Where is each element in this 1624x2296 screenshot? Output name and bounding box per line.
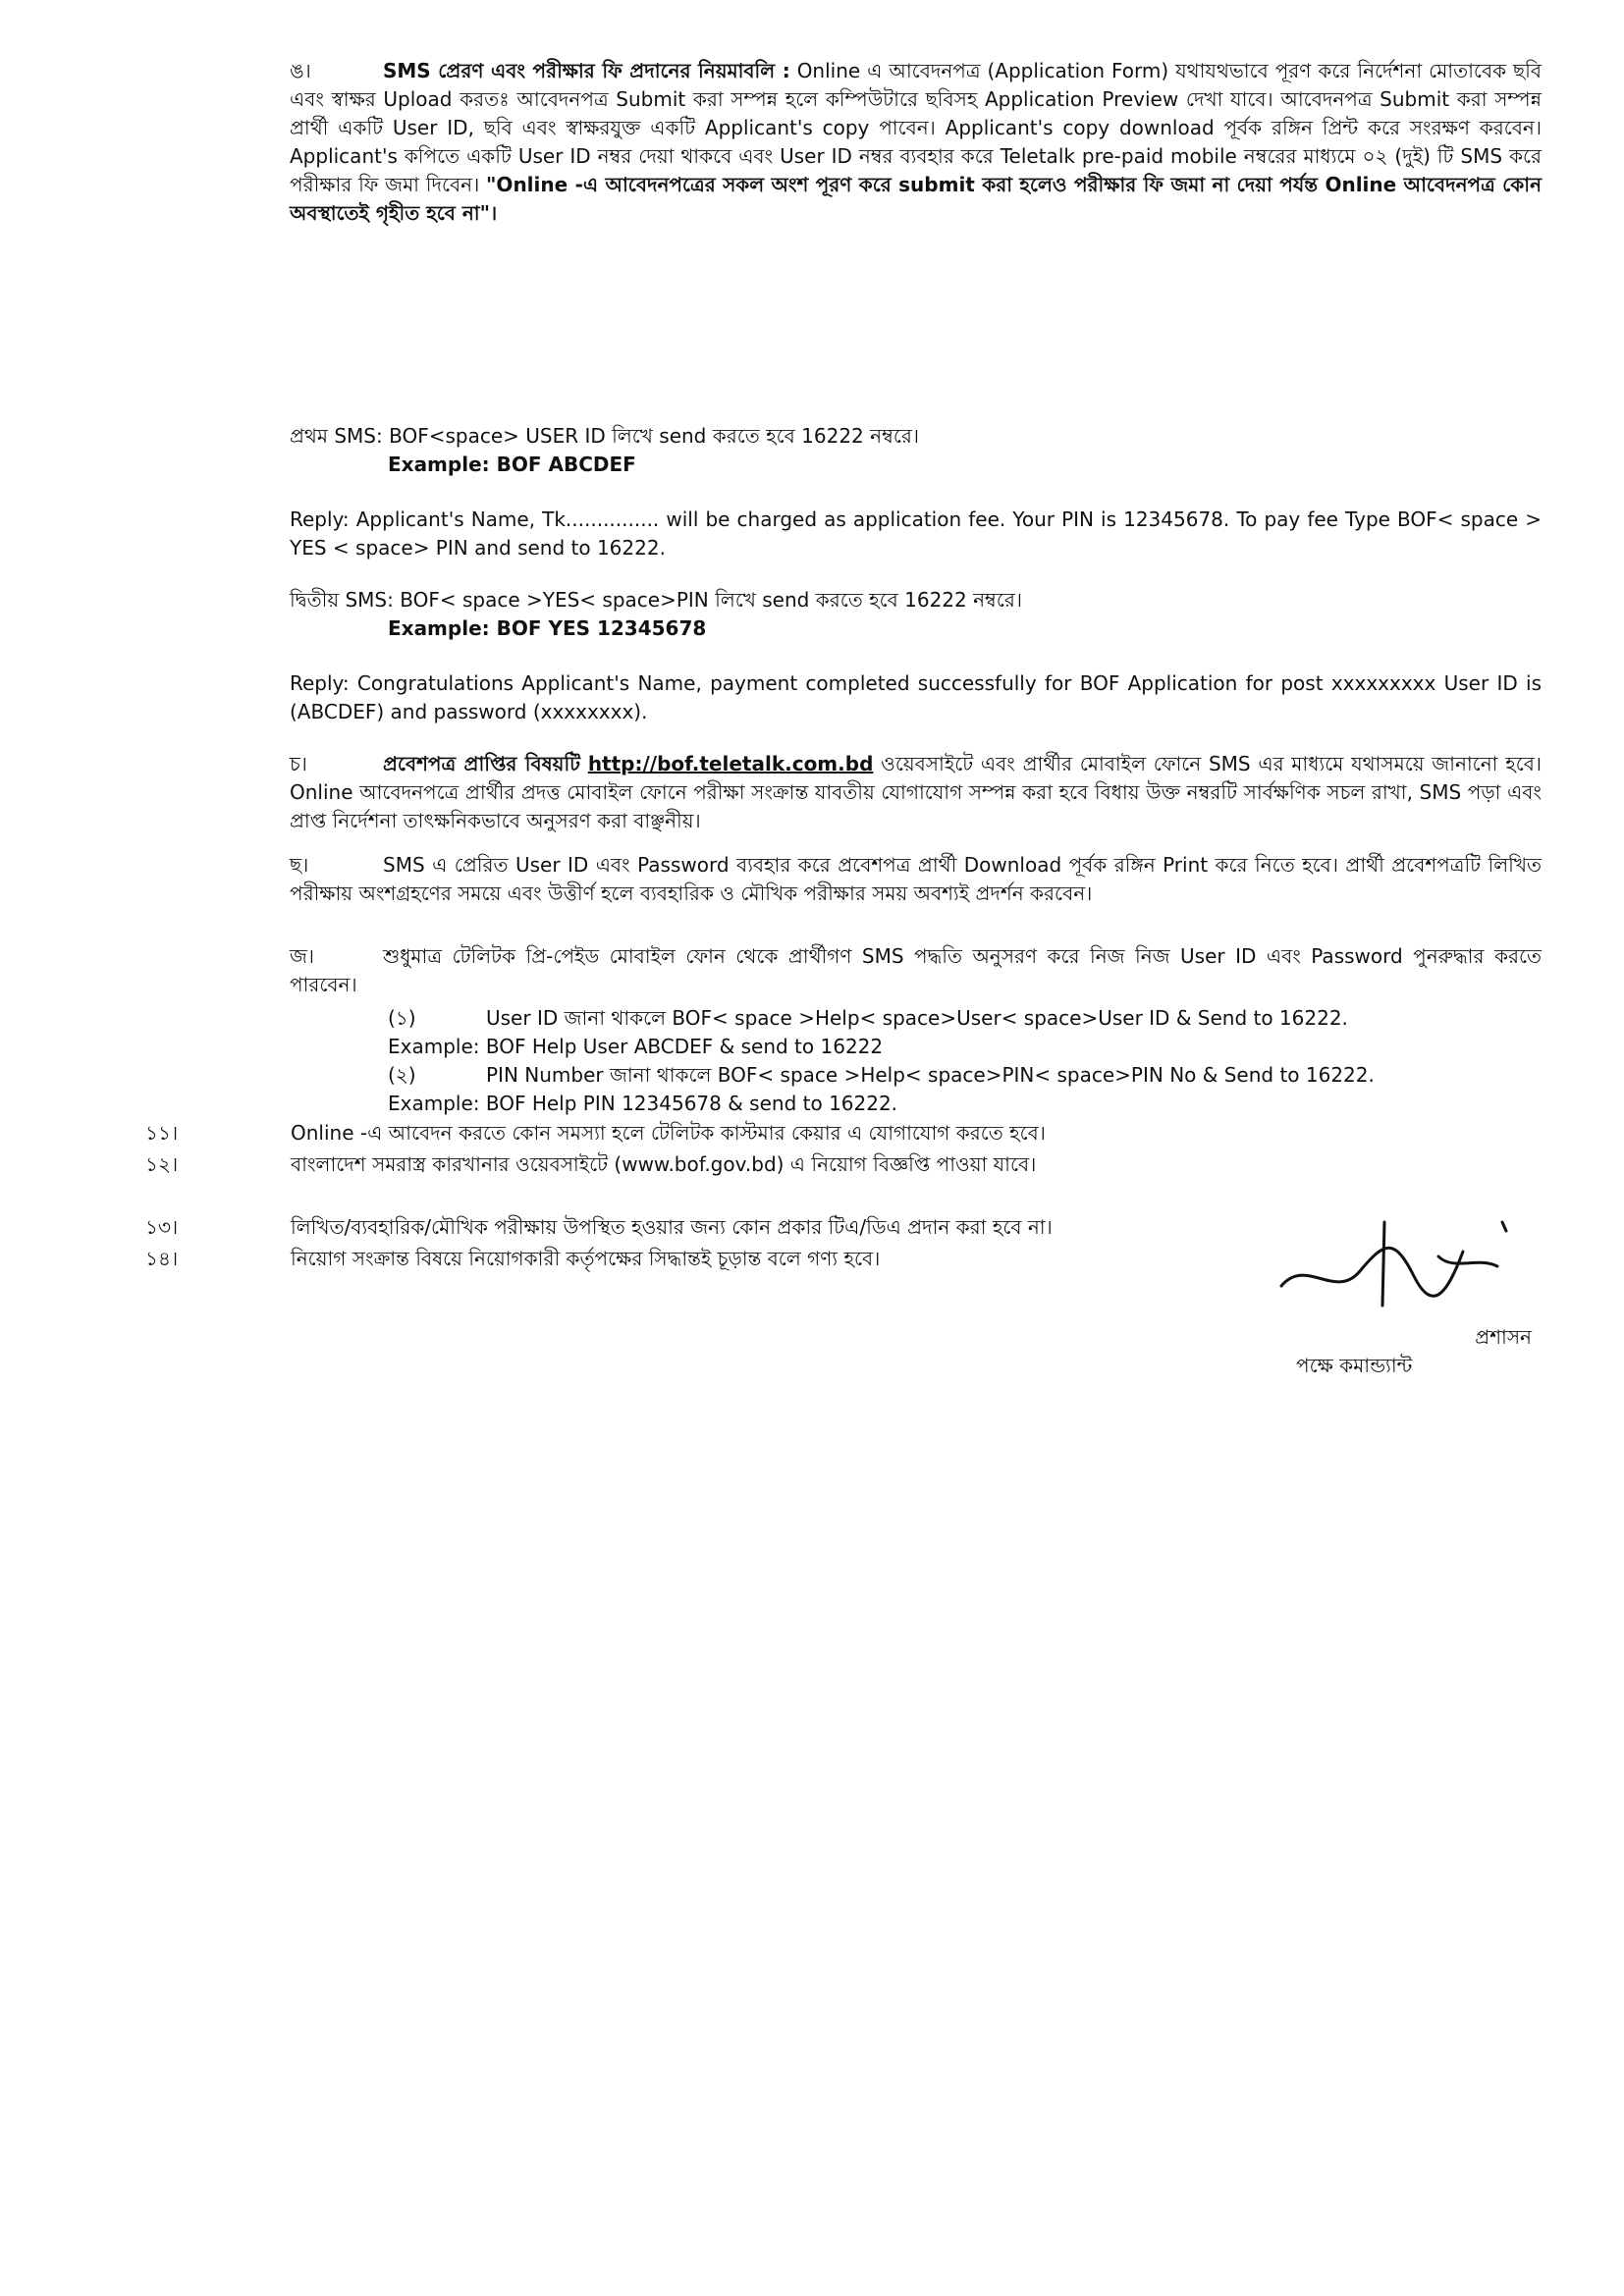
handwritten-signature <box>1267 1217 1522 1315</box>
section-8-label: ছ। <box>290 853 309 877</box>
signatory-title: প্রশাসন <box>1475 1325 1532 1349</box>
item-12-text: বাংলাদেশ সমরাস্ত্র কারখানার ওয়েবসাইটে (www.bof.gov.bd) এ নিয়োগ বিজ্ঞপ্তি পাওয়া যাবে। <box>291 1152 1037 1176</box>
sms2-reply: Reply: Congratulations Applicant's Name, payment completed successfully for BOF Application for post xxxxxxxxx User ID is (ABCDEF) and password (xxxxxxxx). <box>290 671 1542 723</box>
section-7-label: চ। <box>290 752 307 775</box>
recovery-item-2-num: (২) <box>388 1063 416 1087</box>
section-6-heading: SMS প্রেরণ এবং পরীক্ষার ফি প্রদানের নিয়মাবলি : <box>383 59 790 82</box>
item-14-number: ১৪। <box>145 1247 179 1270</box>
section-8 <box>290 851 1542 908</box>
item-13-number: ১৩। <box>145 1215 179 1239</box>
section-7-heading: প্রবেশপত্র প্রাপ্তির বিষয়টি <box>383 752 581 775</box>
section-9 <box>290 942 1542 999</box>
sms2-example: Example: BOF YES 12345678 <box>388 616 707 640</box>
item-13-text: লিখিত/ব্যবহারিক/মৌখিক পরীক্ষায় উপস্থিত হওয়ার জন্য কোন প্রকার টিএ/ডিএ প্রদান করা হবে না। <box>291 1215 1053 1239</box>
section-7 <box>290 750 1542 835</box>
signatory-designation: পক্ষে কমান্ড্যান্ট <box>1296 1354 1413 1377</box>
recovery-item-1-text: User ID জানা থাকলে BOF< space >Help< space>User< space>User ID & Send to 16222. <box>486 1006 1348 1030</box>
item-11 <box>145 1119 1542 1148</box>
sms1-example: Example: BOF ABCDEF <box>388 453 636 476</box>
sms1-line: প্রথম SMS: BOF<space> USER ID লিখে send করতে হবে 16222 নম্বরে। <box>290 424 920 448</box>
item-11-text: Online -এ আবেদন করতে কোন সমস্যা হলে টেলিটক কাস্টমার কেয়ার এ যোগাযোগ করতে হবে। <box>291 1121 1046 1145</box>
item-11-number: ১১। <box>145 1121 179 1145</box>
section-6-text: Online এ আবেদনপত্র (Application Form) যথাযথভাবে পূরণ করে নির্দেশনা মোতাবেক ছবি এবং স্বাক্ষর Upload করতঃ আবেদনপত্র Submit করা সম্পন্ন হলে কম্পিউটারে ছবিসহ Application Preview দেখা যাবে। আবেদনপত্র Submit করা সম্পন্ন প্রার্থী একটি User ID, ছবি এবং স্বাক্ষরযুক্ত একটি Applicant's copy পাবেন। Applicant's copy download পূর্বক রঙ্গিন প্রিন্ট করে সংরক্ষণ করবেন। Applicant's কপিতে একটি User ID নম্বর দেয়া থাকবে এবং User ID নম্বর ব্যবহার করে Teletalk pre-paid mobile নম্বরের মাধ্যমে ০২ (দুই) টি SMS করে পরীক্ষার ফি জমা দিবেন। <box>290 59 1543 196</box>
recovery-item-2-example: Example: BOF Help PIN 12345678 & send to 16222. <box>388 1092 898 1115</box>
recovery-item-1 <box>290 1004 1624 1033</box>
recovery-item-1-example: Example: BOF Help User ABCDEF & send to 16222 <box>388 1035 884 1058</box>
item-12-number: ১২। <box>145 1152 179 1176</box>
recovery-item-2-text: PIN Number জানা থাকলে BOF< space >Help< space>PIN< space>PIN No & Send to 16222. <box>486 1063 1375 1087</box>
section-6-bold-note: "Online -এ আবেদনপত্রের সকল অংশ পূরণ করে submit করা হলেও পরীক্ষার ফি জমা না দেয়া পর্যন্ত Online আবেদনপত্র কোন অবস্থাতেই গৃহীত হবে না"। <box>290 173 1543 225</box>
section-6 <box>290 57 1542 228</box>
section-8-text: SMS এ প্রেরিত User ID এবং Password ব্যবহার করে প্রবেশপত্র প্রার্থী Download পূর্বক রঙ্গিন Print করে নিতে হবে। প্রার্থী প্রবেশপত্রটি লিখিত পরীক্ষায় অংশগ্রহণের সময়ে এবং উত্তীর্ণ হলে ব্যবহারিক ও মৌখিক পরীক্ষার সময় অবশ্যই প্রদর্শন করবেন। <box>290 853 1542 905</box>
section-9-label: জ। <box>290 944 315 968</box>
section-6-label: ঙ। <box>290 59 311 82</box>
section-7-text: ওয়েবসাইটে এবং প্রার্থীর মোবাইল ফোনে SMS এর মাধ্যমে যথাসময়ে জানানো হবে। Online আবেদনপত্রে প্রার্থীর প্রদত্ত মোবাইল ফোনে পরীক্ষা সংক্রান্ত যাবতীয় যোগাযোগ সম্পন্ন করা হবে বিধায় উক্ত নম্বরটি সার্বক্ষণিক সচল রাখা, SMS পড়া এবং প্রাপ্ত নির্দেশনা তাৎক্ষনিকভাবে অনুসরণ করা বাঞ্ছনীয়। <box>290 752 1543 832</box>
admit-card-link[interactable]: http://bof.teletalk.com.bd <box>587 752 874 775</box>
item-12 <box>145 1150 1542 1179</box>
recovery-item-1-num: (১) <box>388 1006 416 1030</box>
sms1-reply: Reply: Applicant's Name, Tk............... will be charged as application fee. Your PIN is 12345678. To pay fee Type BOF< space > YES < space> PIN and send to 16222. <box>290 507 1542 560</box>
sms2-line: দ্বিতীয় SMS: BOF< space >YES< space>PIN লিখে send করতে হবে 16222 নম্বরে। <box>290 588 1023 612</box>
section-9-text: শুধুমাত্র টেলিটক প্রি-পেইড মোবাইল ফোন থেকে প্রার্থীগণ SMS পদ্ধতি অনুসরণ করে নিজ নিজ User ID এবং Password পুনরুদ্ধার করতে পারবেন। <box>290 944 1542 996</box>
item-14-text: নিয়োগ সংক্রান্ত বিষয়ে নিয়োগকারী কর্তৃপক্ষের সিদ্ধান্তই চূড়ান্ত বলে গণ্য হবে। <box>291 1247 881 1270</box>
recovery-item-2 <box>290 1061 1624 1090</box>
